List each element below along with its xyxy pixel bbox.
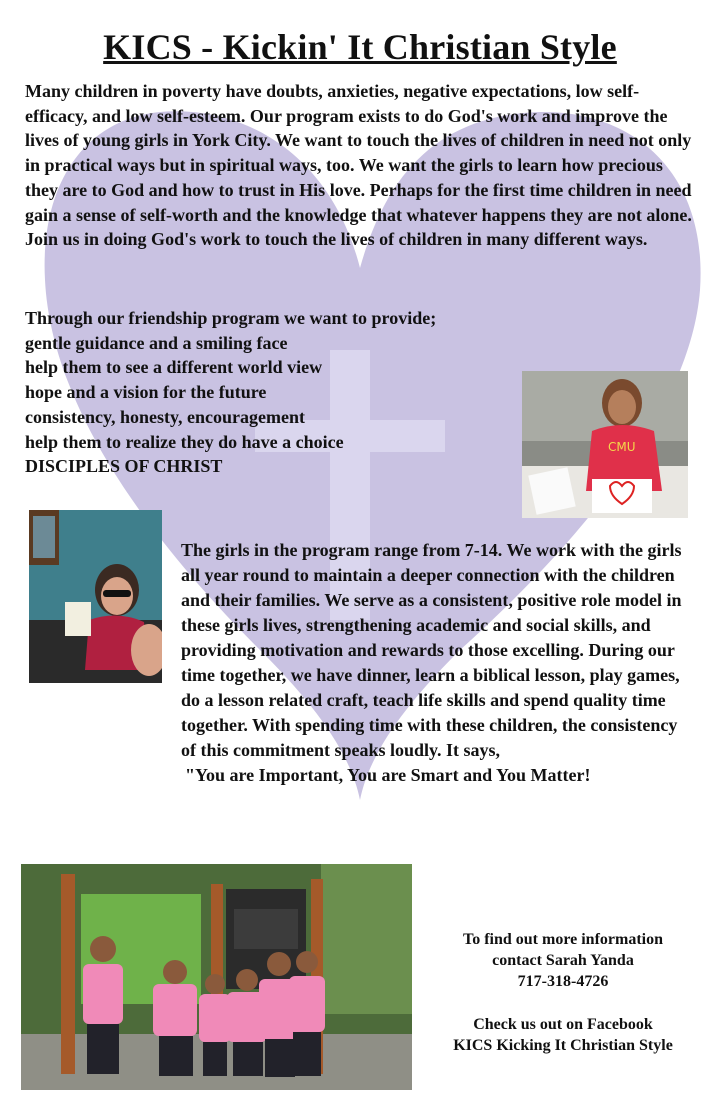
facebook-page-name: KICS Kicking It Christian Style (453, 1037, 673, 1054)
list-item: help them to see a different world view (25, 357, 323, 378)
photo-girls-sunglasses (29, 510, 162, 683)
list-item: Through our friendship program we want to provide; (25, 308, 437, 328)
friendship-list (25, 306, 436, 479)
contact-line-1: To find out more information (462, 931, 663, 948)
list-item: consistency, honesty, encouragement (25, 406, 305, 427)
svg-text:CMU: CMU (608, 440, 636, 454)
program-quote: "You are Important, You are Smart and You Matter! (185, 765, 591, 785)
intro-paragraph: Many children in poverty have doubts, anxieties, negative expectations, low self-efficacy, and low self-esteem. Our program exists to do God's work and improve the lives of young girls in York City. We want to touch the lives of children in need not only in practical ways but in spiritual ways, too. We want the girls to learn how precious they are to God and how to trust in His love. Perhaps for the first time children in need gain a sense of self-worth and the knowledge that whatever happens they are not alone. Join us in doing God's work to touch the lives of children in many different ways. (25, 81, 692, 250)
photo-group-pink-shirts (21, 864, 412, 1090)
contact-name: contact Sarah Yanda (492, 952, 634, 969)
contact-info (418, 929, 708, 1056)
list-item: DISCIPLES OF CHRIST (25, 456, 223, 477)
facebook-line-1: Check us out on Facebook (473, 1016, 653, 1033)
list-item: hope and a vision for the future (25, 382, 267, 403)
photo-girl-craft (522, 371, 688, 518)
list-item: gentle guidance and a smiling face (25, 332, 288, 353)
page-title: KICS - Kickin' It Christian Style (103, 27, 617, 67)
list-item: help them to realize they do have a choice (25, 431, 344, 452)
program-text: The girls in the program range from 7-14. We work with the girls all year round to maintain a deeper connection with the children and their families. We serve as a consistent, positive role model in these girls lives, strengthening academic and social skills, and providing motivation and rewards to those excelling. During our time together, we have dinner, learn a biblical lesson, play games, do a lesson related craft, teach life skills and spend quality time together. With spending time with these children, the consistency of this commitment speaks loudly. It says, (181, 540, 682, 760)
contact-phone: 717-318-4726 (517, 973, 609, 990)
program-paragraph (181, 538, 687, 788)
